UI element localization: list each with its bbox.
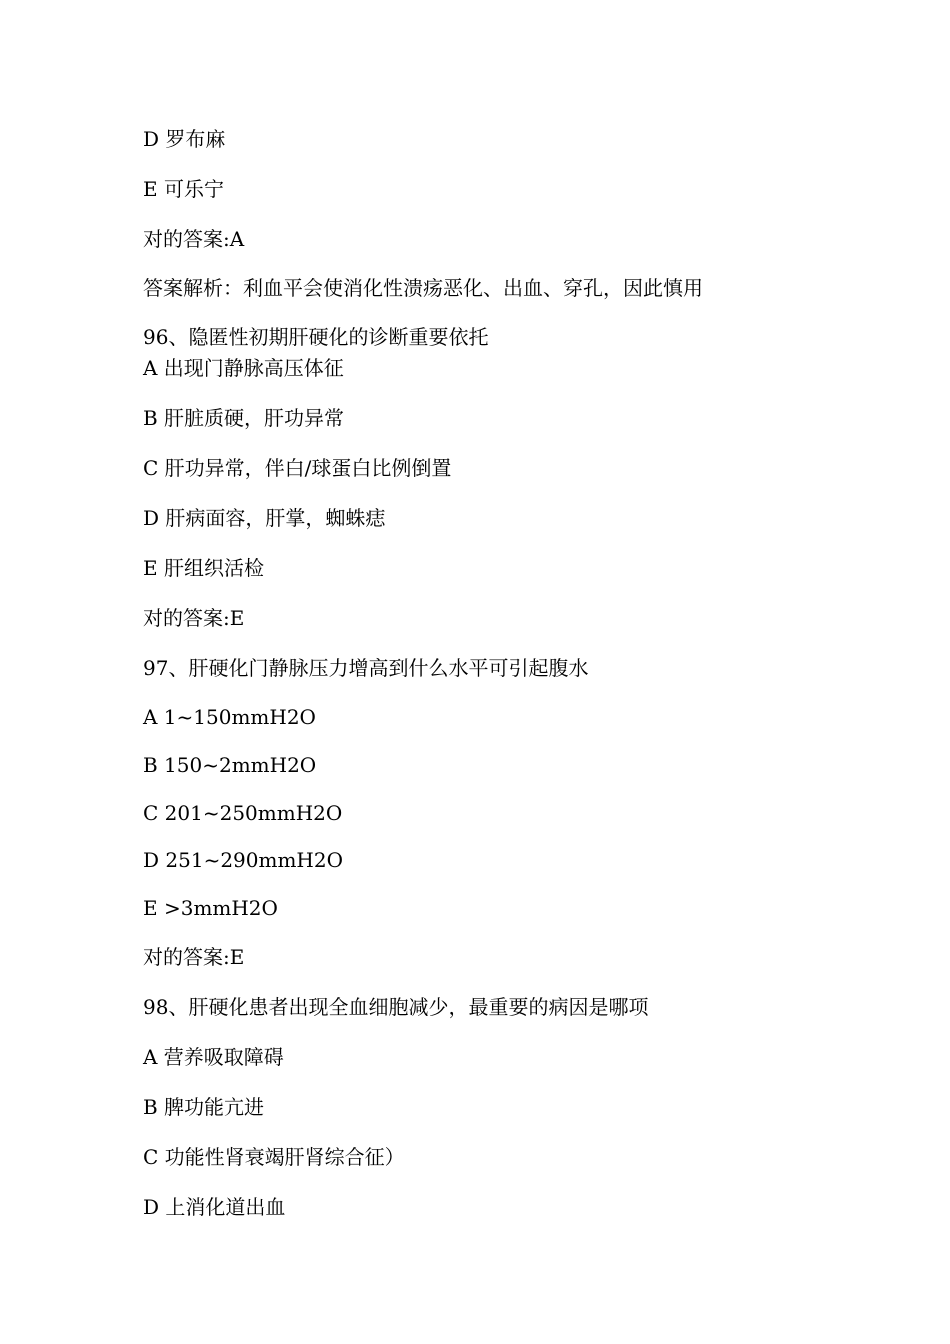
option-c-text: C 肝功异常，伴白/球蛋白比例倒置 <box>143 456 452 480</box>
option-a-text: A 营养吸取障碍 <box>143 1045 284 1069</box>
answer-explanation: 答案解析：利血平会使消化性溃疡恶化、出血、穿孔，因此慎用 <box>143 276 703 300</box>
option-e-text: E 肝组织活检 <box>143 556 264 580</box>
option-c-text: C 功能性肾衰竭肝肾综合征） <box>143 1145 405 1169</box>
option-e-text: E 可乐宁 <box>143 177 224 201</box>
option-d-text: D 251~290mmH2O <box>143 848 343 872</box>
option-b-text: B 脾功能亢进 <box>143 1095 265 1119</box>
option-a-text: A 出现门静脉高压体征 <box>143 356 344 380</box>
answer-text: 对的答案:E <box>143 945 245 969</box>
question-97: 97、肝硬化门静脉压力增高到什么水平可引起腹水 <box>143 656 589 680</box>
option-b-text: B 肝脏质硬，肝功异常 <box>143 406 345 430</box>
question-98: 98、肝硬化患者出现全血细胞减少，最重要的病因是哪项 <box>143 995 649 1019</box>
option-c-text: C 201~250mmH2O <box>143 801 343 825</box>
option-d-text: D 肝病面容，肝掌，蜘蛛痣 <box>143 506 386 530</box>
answer-text: 对的答案:A <box>143 227 245 251</box>
question-96: 96、隐匿性初期肝硬化的诊断重要依托 <box>143 325 489 349</box>
option-a-text: A 1~150mmH2O <box>143 705 316 729</box>
option-e-text: E >3mmH2O <box>143 896 278 920</box>
option-b-text: B 150~2mmH2O <box>143 753 317 777</box>
answer-text: 对的答案:E <box>143 606 245 630</box>
option-d-text: D 罗布麻 <box>143 127 226 151</box>
option-d-text: D 上消化道出血 <box>143 1195 286 1219</box>
